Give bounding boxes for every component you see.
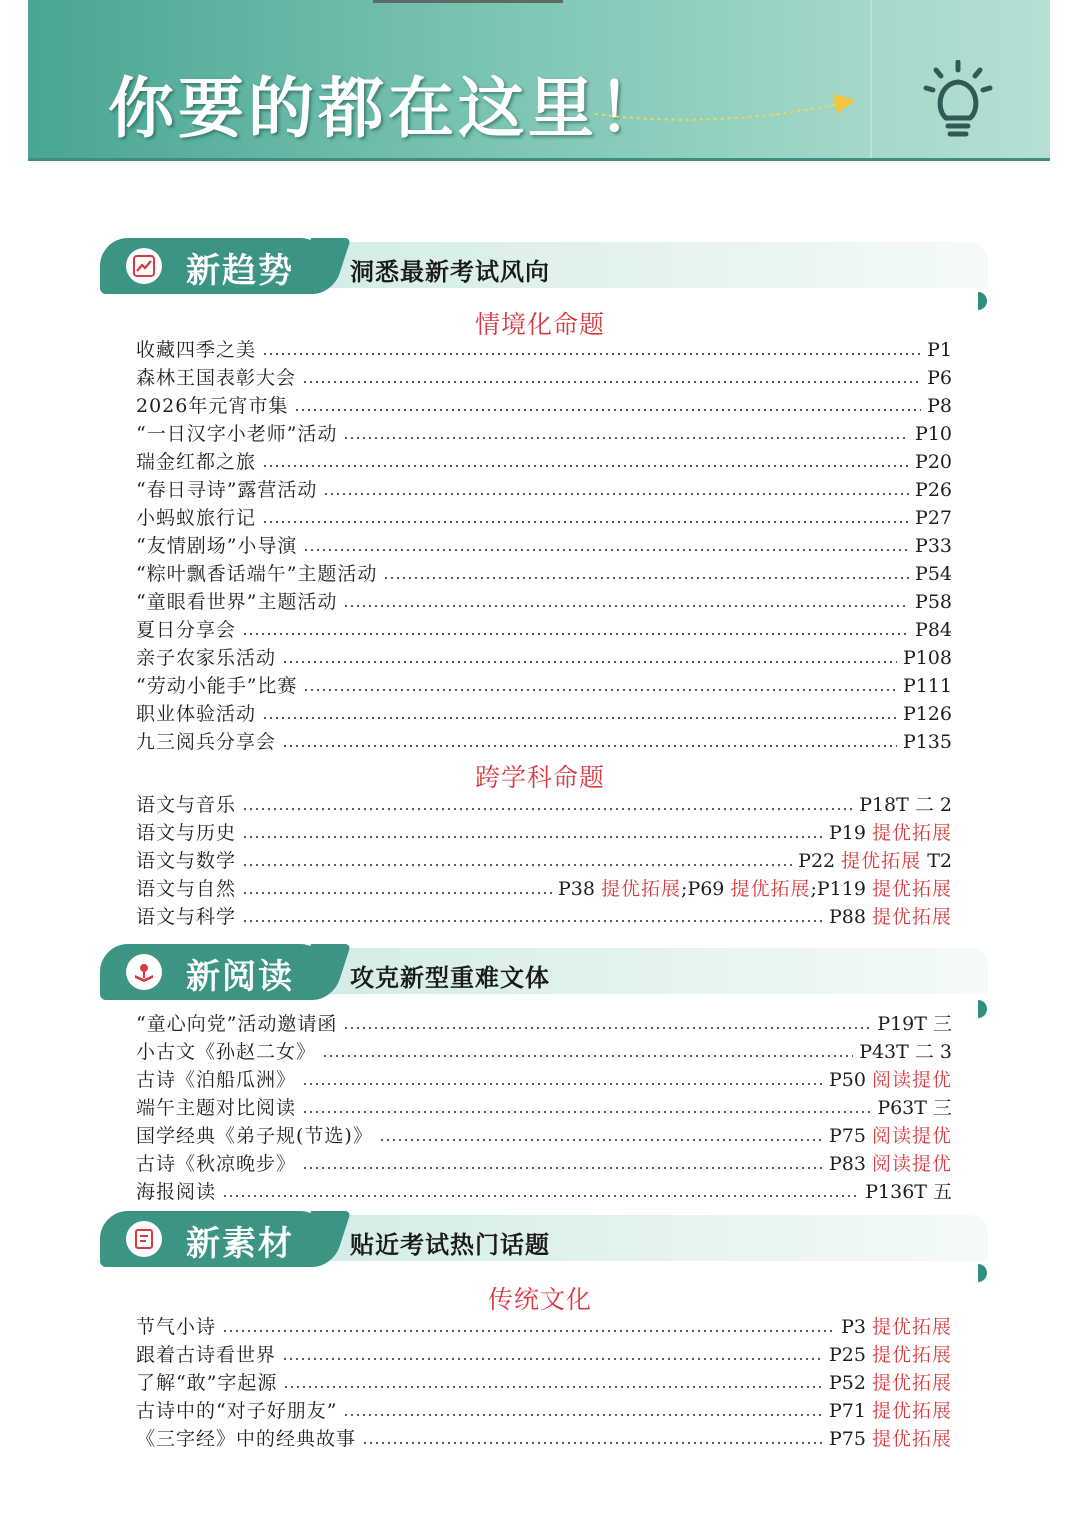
toc-entry[interactable]: “童心向党”活动邀请函 P19T 三 bbox=[136, 1013, 952, 1035]
header-banner bbox=[28, 0, 1050, 161]
document-icon bbox=[126, 1221, 162, 1257]
section-title: 新阅读 bbox=[186, 957, 294, 997]
toc-entry[interactable]: “童眼看世界”主题活动 P58 bbox=[136, 591, 952, 613]
toc-entry[interactable]: 夏日分享会 P84 bbox=[136, 619, 952, 641]
toc-entry[interactable]: “友情剧场”小导演 P33 bbox=[136, 535, 952, 557]
toc-entry[interactable]: 职业体验活动 P126 bbox=[136, 703, 952, 725]
arrow-icon bbox=[593, 88, 863, 128]
toc-entry[interactable]: 瑞金红都之旅 P20 bbox=[136, 451, 952, 473]
toc-entry[interactable]: “粽叶飘香话端午”主题活动 P54 bbox=[136, 563, 952, 585]
toc-entry[interactable]: 节气小诗 P3 提优拓展 bbox=[136, 1316, 952, 1338]
tab-marker bbox=[978, 1000, 987, 1018]
toc-entry[interactable]: 语文与自然 P38 提优拓展 ; P69 提优拓展 ; P119 提优拓展 bbox=[136, 878, 952, 900]
toc-entry[interactable]: 森林王国表彰大会 P6 bbox=[136, 367, 952, 389]
toc-entry[interactable]: 语文与数学 P22 提优拓展 T2 bbox=[136, 850, 952, 872]
toc-entry[interactable]: 收藏四季之美 P1 bbox=[136, 339, 952, 361]
banner-title: 你要的都在这里！ bbox=[108, 69, 668, 147]
group-heading: 情境化命题 bbox=[474, 310, 605, 339]
group-heading: 传统文化 bbox=[487, 1285, 592, 1314]
section-subtitle: 贴近考试热门话题 bbox=[350, 1231, 550, 1259]
toc-entry[interactable]: 古诗《泊船瓜洲》 P50 阅读提优 bbox=[136, 1069, 952, 1091]
toc-entry[interactable]: 2026年元宵市集 P8 bbox=[136, 395, 952, 417]
toc-entry[interactable]: 国学经典《弟子规(节选)》 P75 阅读提优 bbox=[136, 1125, 952, 1147]
toc-entry[interactable]: 了解“敢”字起源 P52 提优拓展 bbox=[136, 1372, 952, 1394]
toc-entry[interactable]: 语文与历史 P19 提优拓展 bbox=[136, 822, 952, 844]
toc-entry[interactable]: “春日寻诗”露营活动 P26 bbox=[136, 479, 952, 501]
trend-chart-icon bbox=[126, 248, 162, 284]
toc-entry[interactable]: 九三阅兵分享会 P135 bbox=[136, 731, 952, 753]
toc-entry[interactable]: 跟着古诗看世界 P25 提优拓展 bbox=[136, 1344, 952, 1366]
section-trend-header bbox=[100, 238, 988, 296]
toc-entry[interactable]: “劳动小能手”比赛 P111 bbox=[136, 675, 952, 697]
group-heading: 跨学科命题 bbox=[474, 763, 605, 792]
section-title: 新趋势 bbox=[186, 251, 294, 291]
section-reading-header bbox=[100, 944, 988, 1002]
banner-divider bbox=[870, 0, 872, 158]
section-subtitle: 洞悉最新考试风向 bbox=[350, 258, 550, 286]
toc-entry[interactable]: 《三字经》中的经典故事 P75 提优拓展 bbox=[136, 1428, 952, 1450]
toc-entry[interactable]: 小蚂蚁旅行记 P27 bbox=[136, 507, 952, 529]
toc-entry[interactable]: 语文与音乐 P18T 二 2 bbox=[136, 794, 952, 816]
toc-entry[interactable]: 海报阅读 P136T 五 bbox=[136, 1181, 952, 1203]
toc-entry[interactable]: 小古文《孙赵二女》 P43T 二 3 bbox=[136, 1041, 952, 1063]
section-material-header bbox=[100, 1211, 988, 1269]
section-subtitle: 攻克新型重难文体 bbox=[350, 964, 550, 992]
section-title: 新素材 bbox=[186, 1224, 294, 1264]
toc-entry[interactable]: “一日汉字小老师”活动 P10 bbox=[136, 423, 952, 445]
banner-notch bbox=[373, 0, 563, 3]
toc-entry[interactable]: 古诗《秋凉晚步》 P83 阅读提优 bbox=[136, 1153, 952, 1175]
lightbulb-icon bbox=[908, 60, 1008, 140]
toc-entry[interactable]: 古诗中的“对子好朋友” P71 提优拓展 bbox=[136, 1400, 952, 1422]
toc-entry[interactable]: 语文与科学 P88 提优拓展 bbox=[136, 906, 952, 928]
reading-icon bbox=[126, 954, 162, 990]
toc-entry[interactable]: 端午主题对比阅读 P63T 三 bbox=[136, 1097, 952, 1119]
toc-entry[interactable]: 亲子农家乐活动 P108 bbox=[136, 647, 952, 669]
